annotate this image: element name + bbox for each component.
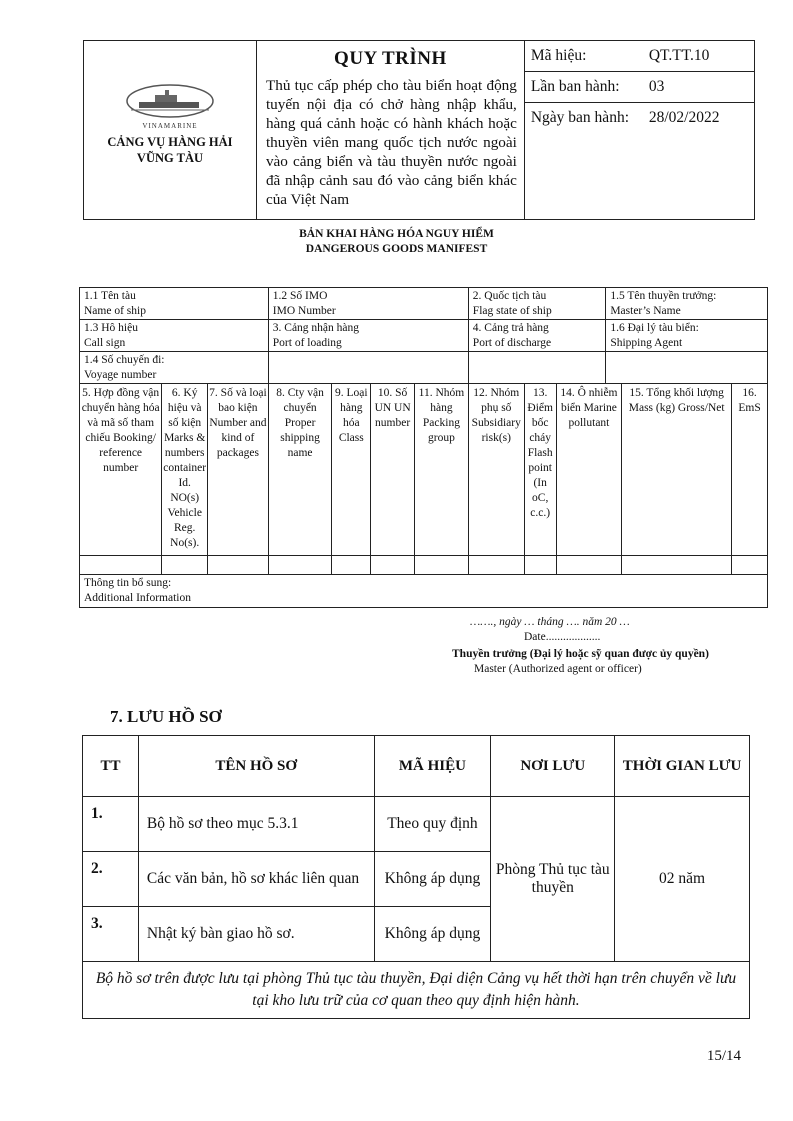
- retention-period: 02 năm: [615, 797, 750, 962]
- ship-name-cell: [80, 288, 269, 320]
- label-en: Additional Information: [84, 591, 191, 604]
- records-header-row: [83, 736, 750, 797]
- label-vi: 2. Quốc tịch tàu: [472, 290, 547, 302]
- label-en: Shipping Agent: [610, 336, 683, 349]
- label-vi: 3. Cảng nhận hàng: [272, 322, 360, 334]
- label-en: Voyage number: [84, 368, 157, 381]
- col-ems: 16. EmS: [732, 384, 768, 556]
- label-vi: 1.2 Số IMO: [272, 290, 328, 302]
- records-note-row: [83, 962, 750, 1019]
- label-vi: 4. Cảng trả hàng: [472, 322, 549, 334]
- label-en: Port of discharge: [472, 336, 552, 349]
- label-en: IMO Number: [272, 304, 336, 317]
- header-place: NƠI LƯU: [491, 736, 615, 797]
- col-subsidiary-risk: 12. Nhóm phụ số Subsidiary risk(s): [468, 384, 524, 556]
- label-en: Master’s Name: [610, 304, 681, 317]
- procedure-title: QUY TRÌNH: [334, 48, 447, 69]
- label-en: Flag state of ship: [472, 304, 552, 317]
- manifest-table: [79, 287, 768, 608]
- col-marks: 6. Ký hiệu và số kiện Marks & numbers container Id. NO(s) Vehicle Reg. No(s).: [162, 384, 208, 556]
- section-title: 7. LƯU HỒ SƠ: [110, 707, 222, 726]
- header-code: MÃ HIỆU: [374, 736, 491, 797]
- meta-value: 28/02/2022: [648, 109, 720, 126]
- col-class: 9. Loại hàng hóa Class: [332, 384, 371, 556]
- record-name: Nhật ký bàn giao hồ sơ.: [138, 907, 374, 962]
- col-shipping-name: 8. Cty vận chuyển Proper shipping name: [268, 384, 332, 556]
- manifest-row-voyage: [80, 352, 768, 384]
- label-en: Name of ship: [84, 304, 146, 317]
- col-packages: 7. Số và loại bao kiện Number and kind of packages: [208, 384, 269, 556]
- meta-label: Mã hiệu:: [530, 47, 587, 64]
- col-booking: 5. Hợp đồng vận chuyển hàng hóa và mã số tham chiếu Booking/ reference number: [80, 384, 162, 556]
- empty-cell: [468, 352, 606, 384]
- procedure-description: Thủ tục cấp phép cho tàu biển hoạt động tuyến nội địa có chở hàng nhập khẩu, hàng quá cảnh hoặc có hành khách hoặc thuyền viên mang quốc tịch nước ngoài vào cảng biển và tàu thuyền nước ngoài đã nhập cảnh sau đó vào cảng biển khác của Việt Nam: [265, 77, 517, 208]
- col-flash-point: 13. Điểm bốc cháy Flash point (In oC, c.c.): [524, 384, 556, 556]
- master-name-cell: [606, 288, 768, 320]
- label-vi: 1.1 Tên tàu: [84, 290, 136, 302]
- port-loading-cell: [268, 320, 468, 352]
- label-en: Port of loading: [272, 336, 342, 349]
- meta-date-row: [525, 102, 754, 219]
- imo-cell: [268, 288, 468, 320]
- meta-cell: [524, 41, 754, 220]
- label-vi: 1.5 Tên thuyền trưởng:: [610, 290, 717, 302]
- storage-place: Phòng Thủ tục tàu thuyền: [491, 797, 615, 962]
- record-code: Theo quy định: [374, 797, 491, 852]
- meta-code-row: [525, 41, 754, 71]
- table-row: [83, 797, 750, 852]
- col-un-number: 10. Số UN UN number: [371, 384, 415, 556]
- manifest-row-callsign: [80, 320, 768, 352]
- empty-cell: [606, 352, 768, 384]
- empty-cell: [268, 352, 468, 384]
- port-name-line2: VŨNG TÀU: [136, 151, 204, 165]
- records-note: Bộ hồ sơ trên được lưu tại phòng Thủ tục tàu thuyền, Đại diện Cảng vụ hết thời hạn trên chuyển về lưu tại kho lưu trữ của cơ quan theo quy định hiện hành.: [83, 962, 750, 1019]
- label-vi: 1.4 Số chuyến đi:: [84, 354, 165, 366]
- header-name: TÊN HỒ SƠ: [138, 736, 374, 797]
- row-number: 2.: [83, 852, 139, 907]
- call-sign-cell: [80, 320, 269, 352]
- record-name: Bộ hồ sơ theo mục 5.3.1: [138, 797, 374, 852]
- col-mass: 15. Tổng khối lượng Mass (kg) Gross/Net: [622, 384, 732, 556]
- document-header: [83, 40, 755, 220]
- ship-logo-icon: [125, 82, 215, 120]
- additional-info-cell: [80, 575, 768, 608]
- col-packing-group: 11. Nhóm hàng Packing group: [415, 384, 469, 556]
- label-vi: 1.6 Đại lý tàu biển:: [610, 322, 699, 334]
- port-name-line1: CẢNG VỤ HÀNG HẢI: [107, 135, 233, 149]
- meta-issue-row: [525, 71, 754, 102]
- manifest-title-vi: BẢN KHAI HÀNG HÓA NGUY HIỂM: [299, 228, 494, 240]
- manifest-title-en: DANGEROUS GOODS MANIFEST: [305, 243, 488, 255]
- meta-value: QT.TT.10: [648, 47, 710, 64]
- voyage-cell: [80, 352, 269, 384]
- label-en: Call sign: [84, 336, 126, 349]
- manifest-data-row: [80, 556, 768, 575]
- meta-label: Lần ban hành:: [530, 78, 620, 95]
- signer-en: Master (Authorized agent or officer): [474, 663, 642, 675]
- label-vi: 1.3 Hô hiệu: [84, 322, 138, 334]
- record-name: Các văn bản, hồ sơ khác liên quan: [138, 852, 374, 907]
- manifest-row-additional: [80, 575, 768, 608]
- record-code: Không áp dụng: [374, 852, 491, 907]
- shipping-agent-cell: [606, 320, 768, 352]
- row-number: 1.: [83, 797, 139, 852]
- records-table: [82, 735, 750, 1019]
- logo-cell: [84, 41, 257, 220]
- row-number: 3.: [83, 907, 139, 962]
- logo-caption: VINAMARINE: [142, 122, 198, 130]
- date-line: ……., ngày … tháng …. năm 20 …: [470, 616, 630, 628]
- record-code: Không áp dụng: [374, 907, 491, 962]
- meta-label: Ngày ban hành:: [530, 109, 629, 126]
- header-retention: THỜI GIAN LƯU: [615, 736, 750, 797]
- manifest-column-headers: [80, 384, 768, 556]
- date-en: Date...................: [524, 631, 601, 643]
- label-vi: Thông tin bổ sung:: [84, 577, 172, 589]
- meta-value: 03: [648, 78, 665, 95]
- signer-vi: Thuyền trưởng (Đại lý hoặc sỹ quan được ủy quyền): [452, 648, 709, 660]
- header-tt: TT: [83, 736, 139, 797]
- procedure-cell: [256, 41, 524, 220]
- page-number: 15/14: [706, 1048, 741, 1064]
- port-name: [85, 134, 255, 166]
- flag-cell: [468, 288, 606, 320]
- port-discharge-cell: [468, 320, 606, 352]
- manifest-row-ship: [80, 288, 768, 320]
- col-marine-pollutant: 14. Ô nhiễm biển Marine pollutant: [556, 384, 622, 556]
